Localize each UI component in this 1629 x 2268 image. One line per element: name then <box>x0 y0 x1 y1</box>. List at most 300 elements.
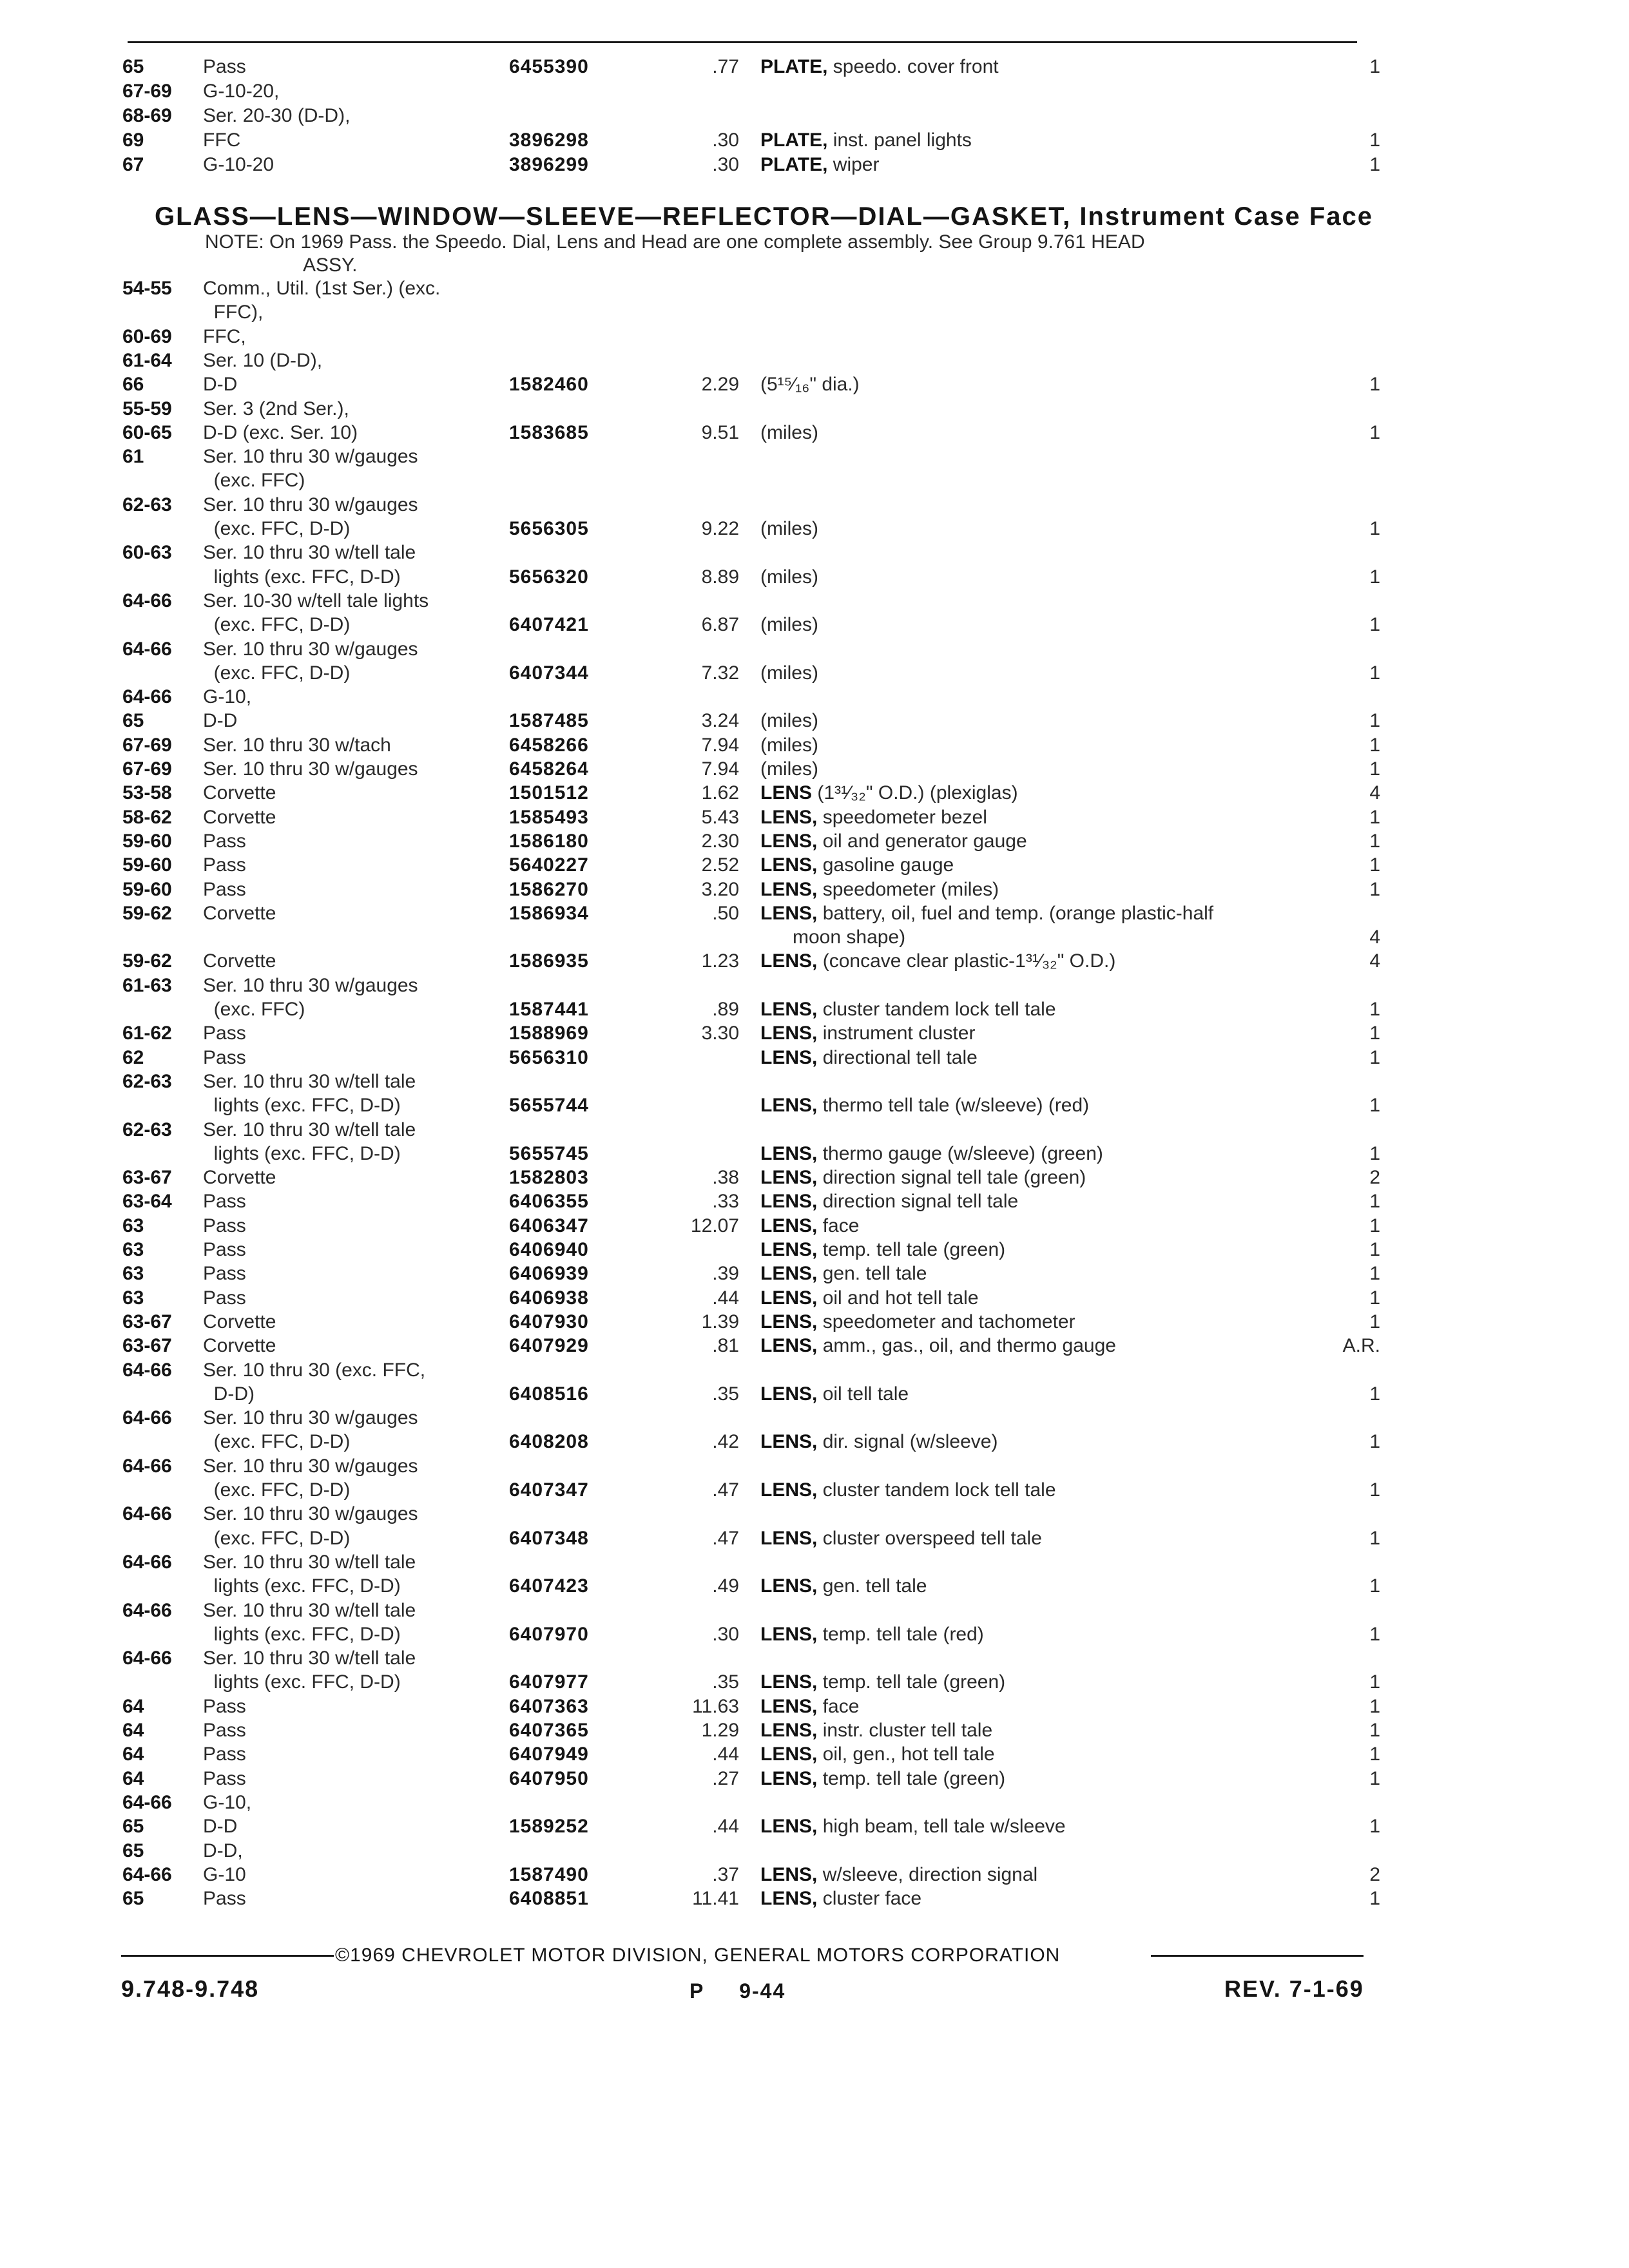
part-row <box>0 1766 1629 1792</box>
part-row <box>0 492 1629 518</box>
price: 5.43 <box>701 806 739 828</box>
part-number: 6407421 <box>509 614 589 636</box>
part-row <box>0 901 1629 927</box>
description-text: temp. tell tale (green) <box>822 1767 1006 1789</box>
application: Pass <box>203 1287 246 1309</box>
part-row <box>0 1285 1629 1311</box>
application: Ser. 10 (D-D), <box>203 349 323 371</box>
description <box>760 1718 992 1744</box>
year-range: 67 <box>122 154 144 175</box>
description-keyword: LENS, <box>760 1023 818 1044</box>
description-keyword: LENS, <box>760 1863 818 1885</box>
application: Ser. 10 thru 30 w/gauges <box>203 446 418 468</box>
quantity: 1 <box>1369 154 1380 175</box>
description-text: (miles) <box>760 710 818 732</box>
year-range: 68-69 <box>122 105 172 126</box>
application: lights (exc. FFC, D-D) <box>203 1142 401 1164</box>
description-text: gen. tell tale <box>822 1575 927 1597</box>
price: .50 <box>712 902 739 924</box>
part-row <box>0 1838 1629 1864</box>
description-keyword: LENS, <box>760 854 818 876</box>
price: .77 <box>712 56 739 77</box>
year-range: 67-69 <box>122 758 172 780</box>
part-number: 6407344 <box>509 662 589 684</box>
price: .47 <box>712 1479 739 1501</box>
price: .30 <box>712 130 739 151</box>
application: Corvette <box>203 1167 276 1189</box>
part-row <box>0 1790 1629 1816</box>
part-row <box>0 1021 1629 1046</box>
quantity: 1 <box>1369 734 1380 756</box>
application: (exc. FFC) <box>203 999 305 1020</box>
price: .33 <box>712 1191 739 1213</box>
year-range: 59-60 <box>122 878 172 900</box>
part-row <box>0 152 1629 178</box>
description-text: dir. signal (w/sleeve) <box>822 1431 998 1453</box>
price: 7.94 <box>701 734 739 756</box>
part-row <box>0 948 1629 974</box>
application: Pass <box>203 1263 246 1285</box>
description <box>760 420 818 446</box>
part-row <box>0 1477 1629 1503</box>
application: Pass <box>203 830 246 852</box>
description-text: speedometer (miles) <box>822 878 999 900</box>
part-row <box>0 128 1629 153</box>
part-row <box>0 829 1629 854</box>
part-number: 1587485 <box>509 710 589 732</box>
part-row <box>0 540 1629 566</box>
year-range: 61-62 <box>122 1023 172 1044</box>
application: Ser. 10 thru 30 w/tell tale <box>203 1599 416 1621</box>
quantity: 2 <box>1369 1167 1380 1189</box>
description-keyword: LENS, <box>760 1215 818 1236</box>
description-keyword: LENS, <box>760 878 818 900</box>
description-text: temp. tell tale (red) <box>822 1623 984 1645</box>
price: .35 <box>712 1383 739 1405</box>
application: Corvette <box>203 1335 276 1357</box>
description-text: cluster tandem lock tell tale <box>822 999 1056 1020</box>
description-text: oil, gen., hot tell tale <box>822 1744 995 1765</box>
application: FFC <box>203 130 241 151</box>
price: 7.32 <box>701 662 739 684</box>
description-keyword: LENS, <box>760 902 818 924</box>
description <box>760 660 818 686</box>
part-number: 1583685 <box>509 421 589 443</box>
part-row <box>0 925 1629 950</box>
description <box>760 564 818 590</box>
part-number: 1586934 <box>509 902 589 924</box>
part-number: 6407348 <box>509 1527 589 1549</box>
part-row <box>0 1429 1629 1455</box>
year-range: 62-63 <box>122 1119 172 1140</box>
part-row <box>0 1814 1629 1840</box>
year-range: 63 <box>122 1215 144 1236</box>
part-row <box>0 1381 1629 1407</box>
price: .44 <box>712 1816 739 1838</box>
part-row <box>0 1358 1629 1383</box>
description <box>760 733 818 758</box>
quantity: 1 <box>1369 1263 1380 1285</box>
part-number: 5656320 <box>509 566 589 588</box>
description-keyword: LENS, <box>760 1263 818 1285</box>
year-range: 54-55 <box>122 278 172 299</box>
section-note-line1: NOTE: On 1969 Pass. the Speedo. Dial, Lens and Head are one complete assembly. See Group 9.761 HEAD <box>205 231 1145 253</box>
application: Ser. 10 thru 30 w/tell tale <box>203 1070 416 1092</box>
year-range: 61 <box>122 446 144 468</box>
description-keyword: LENS, <box>760 1191 818 1213</box>
description <box>760 1093 1089 1119</box>
part-row <box>0 852 1629 878</box>
price: 2.30 <box>701 830 739 852</box>
part-number: 6407970 <box>509 1623 589 1645</box>
description-text: cluster face <box>822 1888 922 1910</box>
description <box>760 1814 1066 1840</box>
year-range: 61-63 <box>122 974 172 996</box>
description-text: (concave clear plastic-1³¹⁄₃₂" O.D.) <box>822 950 1116 972</box>
description-text: gen. tell tale <box>822 1263 927 1285</box>
part-row <box>0 1141 1629 1167</box>
application: Ser. 10 thru 30 w/gauges <box>203 1455 418 1477</box>
part-number: 6406938 <box>509 1287 589 1309</box>
description-text: speedometer bezel <box>822 806 987 828</box>
description-text: moon shape) <box>760 927 906 948</box>
year-range: 60-65 <box>122 421 172 443</box>
description-keyword: LENS, <box>760 1142 818 1164</box>
price: .89 <box>712 999 739 1020</box>
application: Corvette <box>203 806 276 828</box>
quantity: 1 <box>1369 878 1380 900</box>
year-range: 64 <box>122 1695 144 1717</box>
footer-rule-left <box>121 1955 334 1957</box>
part-row <box>0 1117 1629 1143</box>
part-number: 5655744 <box>509 1095 589 1117</box>
year-range: 55-59 <box>122 398 172 419</box>
quantity: 1 <box>1369 662 1380 684</box>
quantity: 1 <box>1369 1311 1380 1332</box>
quantity: 1 <box>1369 806 1380 828</box>
description <box>760 1285 979 1311</box>
application: Corvette <box>203 1311 276 1332</box>
copyright-line: ©1969 CHEVROLET MOTOR DIVISION, GENERAL MOTORS CORPORATION <box>335 1945 1061 1966</box>
part-number: 3896298 <box>509 130 589 151</box>
description-text: (miles) <box>760 518 818 539</box>
part-row <box>0 756 1629 782</box>
quantity: 1 <box>1369 1191 1380 1213</box>
description-keyword: LENS, <box>760 1287 818 1309</box>
quantity: 1 <box>1369 758 1380 780</box>
description-keyword: LENS, <box>760 1695 818 1717</box>
part-number: 6407423 <box>509 1575 589 1597</box>
quantity: 1 <box>1369 130 1380 151</box>
part-number: 6407363 <box>509 1695 589 1717</box>
application: (exc. FFC) <box>203 470 305 492</box>
part-row <box>0 1069 1629 1095</box>
part-number: 1586180 <box>509 830 589 852</box>
quantity: 4 <box>1369 927 1380 948</box>
part-row <box>0 420 1629 446</box>
description-text: (miles) <box>760 734 818 756</box>
part-row <box>0 564 1629 590</box>
price: 1.39 <box>701 1311 739 1332</box>
description-keyword: LENS, <box>760 1431 818 1453</box>
page-number: P 9-44 <box>689 1979 786 2003</box>
application: Pass <box>203 854 246 876</box>
price: 1.29 <box>701 1720 739 1741</box>
part-number: 6406939 <box>509 1263 589 1285</box>
description-keyword: LENS, <box>760 1671 818 1693</box>
application: lights (exc. FFC, D-D) <box>203 566 401 588</box>
price: 7.94 <box>701 758 739 780</box>
part-row <box>0 348 1629 374</box>
description <box>760 372 860 398</box>
year-range: 63-64 <box>122 1191 172 1213</box>
part-row <box>0 612 1629 638</box>
part-row <box>0 468 1629 494</box>
part-row <box>0 79 1629 104</box>
description <box>760 948 1115 974</box>
application: D-D <box>203 374 238 396</box>
application: Pass <box>203 1191 246 1213</box>
application: Ser. 10 thru 30 w/gauges <box>203 1407 418 1429</box>
application: D-D <box>203 710 238 732</box>
application: Ser. 20-30 (D-D), <box>203 105 351 126</box>
part-row <box>0 324 1629 350</box>
year-range: 63 <box>122 1239 144 1260</box>
part-row <box>0 1405 1629 1431</box>
application: (exc. FFC, D-D) <box>203 662 351 684</box>
application: Ser. 10 thru 30 w/gauges <box>203 974 418 996</box>
part-number: 6406347 <box>509 1215 589 1236</box>
description-keyword: LENS, <box>760 999 818 1020</box>
year-range: 62 <box>122 1046 144 1068</box>
year-range: 64-66 <box>122 590 172 611</box>
year-range: 60-69 <box>122 325 172 347</box>
part-row <box>0 516 1629 542</box>
application: Comm., Util. (1st Ser.) (exc. <box>203 278 441 299</box>
application: Ser. 10 thru 30 w/gauges <box>203 494 418 515</box>
year-range: 64-66 <box>122 1455 172 1477</box>
description-text: cluster tandem lock tell tale <box>822 1479 1056 1501</box>
year-range: 65 <box>122 1888 144 1910</box>
description <box>760 128 972 153</box>
price: 2.52 <box>701 854 739 876</box>
quantity: 1 <box>1369 1720 1380 1741</box>
description <box>760 1694 859 1720</box>
application: Corvette <box>203 902 276 924</box>
part-number: 1586935 <box>509 950 589 972</box>
year-range: 59-62 <box>122 950 172 972</box>
description-keyword: PLATE, <box>760 130 828 151</box>
year-range: 64-66 <box>122 1648 172 1669</box>
description <box>760 1573 927 1599</box>
price: 11.63 <box>692 1695 739 1717</box>
application: FFC), <box>203 302 264 323</box>
part-row <box>0 733 1629 758</box>
application: Pass <box>203 1023 246 1044</box>
section-note-line2: ASSY. <box>303 255 358 276</box>
price: 1.23 <box>701 950 739 972</box>
quantity: 1 <box>1369 1767 1380 1789</box>
description-keyword: PLATE, <box>760 56 828 77</box>
part-row <box>0 1165 1629 1191</box>
part-number: 6407930 <box>509 1311 589 1332</box>
description <box>760 1165 1086 1191</box>
price: .47 <box>712 1527 739 1549</box>
part-number: 5656310 <box>509 1046 589 1068</box>
description-text: speedo. cover front <box>833 56 999 77</box>
description-keyword: LENS, <box>760 1046 818 1068</box>
year-range: 58-62 <box>122 806 172 828</box>
quantity: 1 <box>1369 374 1380 396</box>
quantity: 1 <box>1369 854 1380 876</box>
part-number: 6407977 <box>509 1671 589 1693</box>
price: .30 <box>712 154 739 175</box>
description-keyword: LENS, <box>760 1744 818 1765</box>
description <box>760 1213 859 1239</box>
price: 8.89 <box>701 566 739 588</box>
description <box>760 1526 1042 1552</box>
part-number: 5656305 <box>509 518 589 539</box>
description <box>760 780 1018 806</box>
description-text: oil and generator gauge <box>822 830 1027 852</box>
part-row <box>0 103 1629 129</box>
description-text: directional tell tale <box>822 1046 978 1068</box>
description-text: (miles) <box>760 566 818 588</box>
description <box>760 877 999 903</box>
description-keyword: LENS, <box>760 1767 818 1789</box>
price: 9.22 <box>701 518 739 539</box>
application: G-10-20 <box>203 154 275 175</box>
part-number: 5640227 <box>509 854 589 876</box>
price: .38 <box>712 1167 739 1189</box>
application: Pass <box>203 1215 246 1236</box>
part-row <box>0 1093 1629 1119</box>
quantity: A.R. <box>1342 1335 1380 1357</box>
part-row <box>0 444 1629 470</box>
description-keyword: LENS, <box>760 1575 818 1597</box>
description <box>760 1477 1056 1503</box>
part-row <box>0 396 1629 422</box>
quantity: 1 <box>1369 1095 1380 1117</box>
quantity: 1 <box>1369 1239 1380 1260</box>
description-text: oil and hot tell tale <box>822 1287 979 1309</box>
quantity: 2 <box>1369 1863 1380 1885</box>
part-number: 6406355 <box>509 1191 589 1213</box>
quantity: 1 <box>1369 1046 1380 1068</box>
part-row <box>0 300 1629 325</box>
part-row <box>0 1454 1629 1479</box>
part-number: 6455390 <box>509 56 589 77</box>
year-range: 59-62 <box>122 902 172 924</box>
price: .27 <box>712 1767 739 1789</box>
description-text: inst. panel lights <box>833 130 972 151</box>
application: G-10 <box>203 1863 246 1885</box>
top-rule <box>128 41 1357 43</box>
footer-rule-right <box>1151 1955 1364 1957</box>
application: Corvette <box>203 950 276 972</box>
description <box>760 1429 998 1455</box>
description-text: wiper <box>833 154 880 175</box>
quantity: 1 <box>1369 710 1380 732</box>
description <box>760 54 999 80</box>
description-keyword: LENS, <box>760 1383 818 1405</box>
description-text: face <box>822 1695 860 1717</box>
description-keyword: LENS, <box>760 1095 818 1117</box>
quantity: 1 <box>1369 566 1380 588</box>
part-row <box>0 973 1629 999</box>
part-row <box>0 1669 1629 1695</box>
description-text: cluster overspeed tell tale <box>822 1527 1042 1549</box>
description-keyword: LENS, <box>760 1167 818 1189</box>
year-range: 60-63 <box>122 542 172 564</box>
application: Corvette <box>203 782 276 804</box>
part-number: 1586270 <box>509 878 589 900</box>
year-range: 64 <box>122 1744 144 1765</box>
part-number: 6407365 <box>509 1720 589 1741</box>
description-text: (miles) <box>760 662 818 684</box>
price: .35 <box>712 1671 739 1693</box>
part-row <box>0 1694 1629 1720</box>
part-row <box>0 1550 1629 1575</box>
quantity: 1 <box>1369 1695 1380 1717</box>
description-keyword: LENS, <box>760 1816 818 1838</box>
description-text: gasoline gauge <box>822 854 954 876</box>
description-keyword: LENS <box>760 782 813 804</box>
quantity: 1 <box>1369 421 1380 443</box>
price: 11.41 <box>692 1888 739 1910</box>
description <box>760 997 1056 1023</box>
part-number: 5655745 <box>509 1142 589 1164</box>
part-row <box>0 1598 1629 1624</box>
application: D-D, <box>203 1840 243 1861</box>
description-keyword: PLATE, <box>760 154 828 175</box>
part-number: 6408516 <box>509 1383 589 1405</box>
quantity: 1 <box>1369 830 1380 852</box>
description-text: (5¹⁵⁄₁₆" dia.) <box>760 374 860 396</box>
year-range: 63-67 <box>122 1335 172 1357</box>
application: Ser. 10 thru 30 w/gauges <box>203 758 418 780</box>
year-range: 63 <box>122 1263 144 1285</box>
quantity: 1 <box>1369 614 1380 636</box>
quantity: 1 <box>1369 1142 1380 1164</box>
year-range: 66 <box>122 374 144 396</box>
price: 3.20 <box>701 878 739 900</box>
description-keyword: LENS, <box>760 1239 818 1260</box>
quantity: 1 <box>1369 56 1380 77</box>
part-row <box>0 684 1629 710</box>
quantity: 1 <box>1369 1215 1380 1236</box>
part-row <box>0 1886 1629 1912</box>
quantity: 1 <box>1369 1383 1380 1405</box>
price: .49 <box>712 1575 739 1597</box>
description <box>760 805 987 831</box>
description <box>760 1766 1005 1792</box>
application: Pass <box>203 1695 246 1717</box>
description-keyword: LENS, <box>760 806 818 828</box>
description-text: battery, oil, fuel and temp. (orange plastic-half <box>822 902 1214 924</box>
quantity: 4 <box>1369 950 1380 972</box>
description <box>760 1141 1103 1167</box>
price: .39 <box>712 1263 739 1285</box>
part-number: 6407929 <box>509 1335 589 1357</box>
application: Pass <box>203 1744 246 1765</box>
section-heading: GLASS—LENS—WINDOW—SLEEVE—REFLECTOR—DIAL—GASKET, Instrument Case Face <box>155 202 1374 231</box>
part-row <box>0 1237 1629 1263</box>
part-number: 1589252 <box>509 1816 589 1838</box>
year-range: 62-63 <box>122 494 172 515</box>
description-text: speedometer and tachometer <box>822 1311 1075 1332</box>
application: Pass <box>203 1888 246 1910</box>
